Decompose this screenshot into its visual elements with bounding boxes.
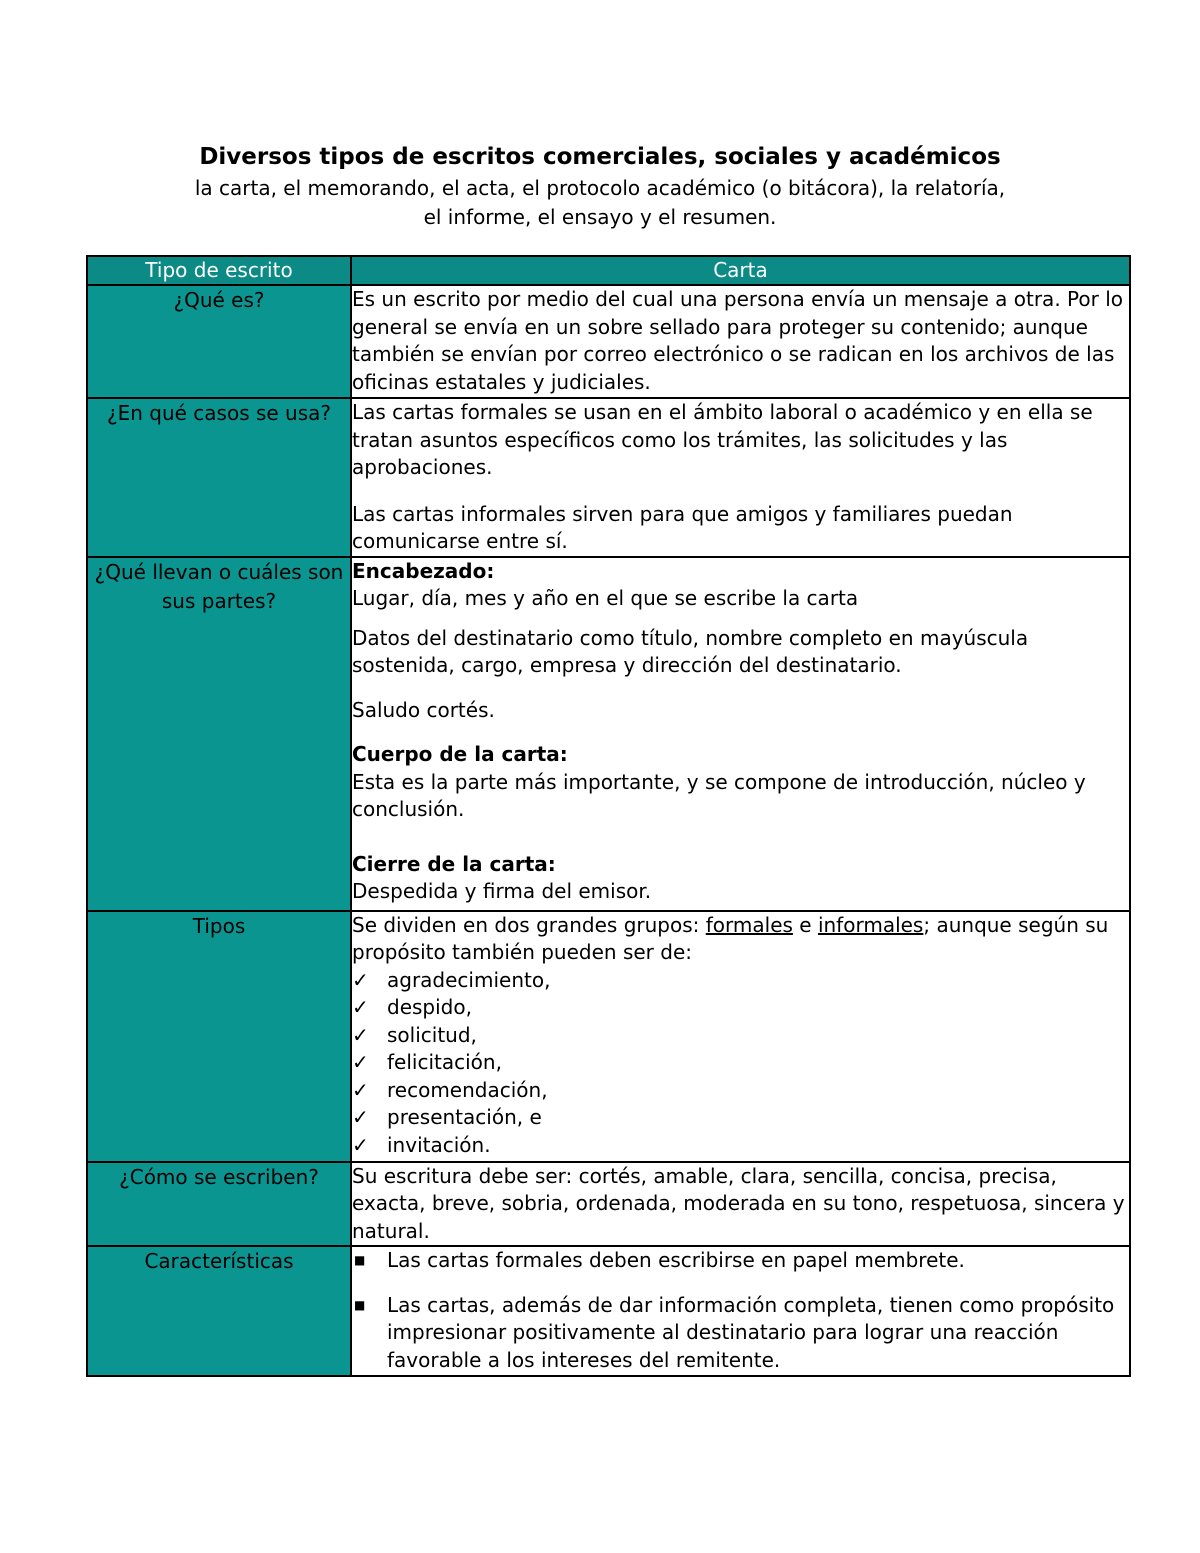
- caracteristicas-bullet-list: [352, 1247, 1129, 1374]
- row-label-casos: ¿En qué casos se usa?: [87, 398, 351, 557]
- tipo-item-label: solicitud,: [387, 1022, 477, 1047]
- row-content-caracteristicas: [351, 1246, 1130, 1376]
- tipo-item-label: agradecimiento,: [387, 967, 551, 992]
- row-label-tipos: Tipos: [87, 911, 351, 1162]
- row-content-casos: [351, 398, 1130, 557]
- check-icon: ✓: [352, 1077, 369, 1102]
- table-header-row: [87, 256, 1130, 285]
- row-label-que-es: ¿Qué es?: [87, 285, 351, 398]
- row-label-como: ¿Cómo se escriben?: [87, 1162, 351, 1247]
- tipos-informales: informales: [817, 912, 924, 937]
- row-content-como: [351, 1162, 1130, 1247]
- list-item: [352, 1247, 1129, 1275]
- row-que-es: [87, 285, 1130, 398]
- list-item: [352, 967, 1129, 995]
- saludo-text: Saludo cortés.: [352, 697, 495, 722]
- encabezado-heading: Encabezado:: [352, 558, 495, 583]
- row-casos: [87, 398, 1130, 557]
- tipo-item-label: recomendación,: [387, 1077, 548, 1102]
- row-partes: [87, 557, 1130, 911]
- list-item: [352, 1104, 1129, 1132]
- como-text: Su escritura debe ser: cortés, amable, clara, sencilla, concisa, precisa, exacta, breve, sobria, ordenada, moderada en su tono, respetuosa, sincera y natural.: [352, 1163, 1125, 1243]
- datos-destinatario-text: Datos del destinatario como título, nombre completo en mayúscula sostenida, cargo, empresa y dirección del destinatario.: [352, 625, 1029, 677]
- check-icon: ✓: [352, 1022, 369, 1047]
- cuerpo-heading: Cuerpo de la carta:: [352, 742, 568, 766]
- casos-formales-text: Las cartas formales se usan en el ámbito laboral o académico y en ella se tratan asuntos específicos como los trámites, las solicitudes y las aprobaciones.: [352, 400, 1093, 479]
- col-header-tipo: Tipo de escrito: [87, 256, 351, 285]
- col-header-carta: Carta: [351, 256, 1130, 285]
- square-bullet-icon: ■: [354, 1253, 366, 1267]
- check-icon: ✓: [352, 1132, 369, 1157]
- document-header: [0, 140, 1200, 232]
- row-content-partes: [351, 557, 1130, 911]
- row-como: [87, 1162, 1130, 1247]
- encabezado-text: Lugar, día, mes y año en el que se escribe la carta: [352, 586, 859, 610]
- tipo-item-label: felicitación,: [387, 1050, 502, 1074]
- que-es-text: Es un escrito por medio del cual una persona envía un mensaje a otra. Por lo general se envía en un sobre sellado para proteger su contenido; aunque también se envían por correo electrónico o se radican en los archivos de las oficinas estatales y judiciales.: [352, 287, 1123, 394]
- row-label-partes: ¿Qué llevan o cuáles son sus partes?: [87, 557, 351, 911]
- tipo-item-label: invitación.: [387, 1132, 491, 1157]
- tipo-item-label: despido,: [387, 995, 472, 1019]
- list-item: [352, 1022, 1129, 1050]
- caracteristica-text: Las cartas formales deben escribirse en papel membrete.: [387, 1248, 965, 1272]
- document-subtitle-line1: la carta, el memorando, el acta, el protocolo académico (o bitácora), la relatoría,: [194, 176, 1006, 200]
- cierre-text: Despedida y firma del emisor.: [352, 879, 652, 903]
- tipos-intro-c: ; aunque según su propósito también pueden ser de:: [352, 912, 1109, 964]
- tipos-formales: formales: [705, 912, 793, 937]
- list-item: [352, 994, 1129, 1022]
- tipos-intro-b: e: [792, 912, 818, 937]
- tipos-check-list: [352, 967, 1129, 1160]
- check-icon: ✓: [352, 1105, 369, 1129]
- row-caracteristicas: [87, 1246, 1130, 1376]
- square-bullet-icon: ■: [354, 1297, 366, 1312]
- list-item: [352, 1132, 1129, 1160]
- document-subtitle-line2: el informe, el ensayo y el resumen.: [423, 205, 777, 229]
- caracteristica-text: Las cartas, además de dar información completa, tienen como propósito impresionar positivamente al destinatario para lograr una reacción favorable a los intereses del remitente.: [387, 1292, 1115, 1372]
- check-icon: ✓: [352, 1050, 369, 1074]
- row-content-que-es: [351, 285, 1130, 398]
- list-item: [352, 1292, 1129, 1375]
- tipos-intro: [352, 912, 1129, 967]
- tipos-intro-a: Se dividen en dos grandes grupos:: [352, 912, 706, 937]
- list-item: [352, 1049, 1129, 1077]
- check-icon: ✓: [352, 995, 369, 1019]
- cierre-heading: Cierre de la carta:: [352, 851, 556, 876]
- cuerpo-text: Esta es la parte más importante, y se compone de introducción, núcleo y conclusión.: [352, 769, 1086, 821]
- document-title: Diversos tipos de escritos comerciales, sociales y académicos: [199, 144, 1001, 170]
- row-label-caracteristicas: Características: [87, 1246, 351, 1376]
- row-content-tipos: [351, 911, 1130, 1162]
- check-icon: ✓: [352, 967, 369, 992]
- tipo-item-label: presentación, e: [387, 1105, 542, 1129]
- writing-types-table: [86, 255, 1131, 1377]
- row-tipos: [87, 911, 1130, 1162]
- list-item: [352, 1077, 1129, 1105]
- casos-informales-text: Las cartas informales sirven para que amigos y familiares puedan comunicarse entre sí.: [352, 501, 1013, 553]
